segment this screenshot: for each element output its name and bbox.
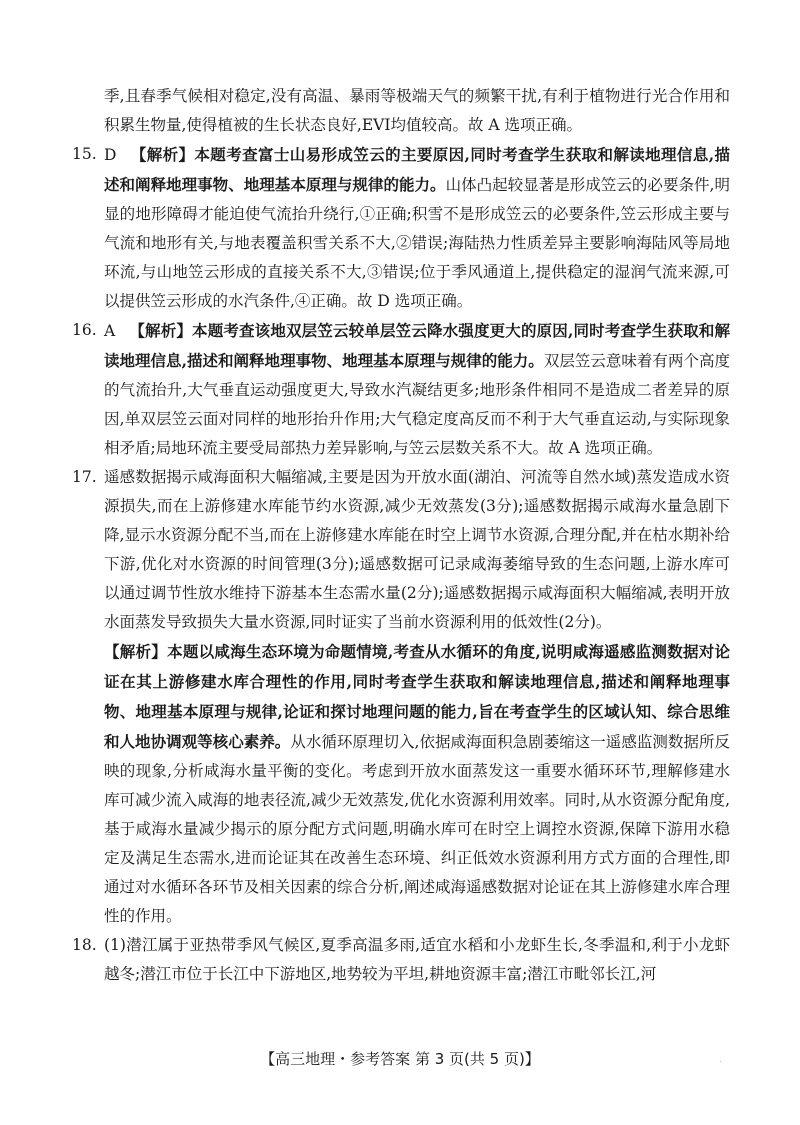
analysis-summary: 本题考查该地双层笠云较单层笠云降水强度更大的原因,同时考查学生获取和解读地理信息,描述和阐释地理事物、地理基本原理与规律的能力。	[104, 321, 730, 370]
page-footer: 【高三地理・参考答案 第 3 页(共 5 页)】	[260, 1050, 540, 1068]
answer-content	[72, 82, 730, 989]
question-number: 15.	[72, 145, 97, 163]
analysis-text: 从水循环原理切入,依据咸海面积急剧萎缩这一遥感监测数据所反映的现象,分析咸海水量平衡的变化。考虑到开放水面蒸发这一重要水循环环节,理解修建水库可减少流入咸海的地表径流,减少无效蒸发,优化水资源利用效率。同时,从水资源分配角度,基于咸海水量减少揭示的原分配方式问题,明确水库可在时空上调控水资源,保障下游用水稳定及满足生态需水,进而论证其在改善生态环境、纠正低效水资源利用方式方面的合理性,即通过对水循环各环节及相关因素的综合分析,阐述咸海遥感数据对论证在其上游修建水库合理性的作用。	[104, 733, 730, 925]
analysis-text: 山体凸起较显著是形成笠云的必要条件,明显的地形障碍才能迫使气流抬升绕行,①正确;积雪不是形成笠云的必要条件,笠云形成主要与气流和地形有关,与地表覆盖积雪关系不大,②错误;海陆热力性质差异主要影响海陆风等局地环流,与山地笠云形成的直接关系不大,③错误;位于季风通道上,提供稳定的湿润气流来源,可以提供笠云形成的水汽条件,④正确。故 D 选项正确。	[104, 176, 730, 310]
question-17-analysis	[72, 637, 730, 931]
continued-paragraph: 季,且春季气候相对稳定,没有高温、暴雨等极端天气的频繁干扰,有利于植物进行光合作用和积累生物量,使得植被的生长状态良好,EVI均值较高。故 A 选项正确。	[104, 87, 730, 134]
answer-letter: A	[104, 322, 116, 340]
question-16	[72, 316, 730, 463]
analysis-tag: 【解析】	[104, 642, 168, 661]
analysis-summary: 本题以咸海生态环境为命题情境,考查从水循环的角度,说明咸海遥感监测数据对论证在其上游修建水库合理性的作用,同时考查学生获取和解读地理信息,描述和阐释地理事物、地理基本原理与规律,论证和探讨地理问题的能力,旨在考查学生的区域认知、综合思维和人地协调观等核心素养。	[104, 642, 730, 751]
analysis-tag: 【解析】	[129, 321, 193, 340]
answer-text: 遥感数据揭示咸海面积大幅缩减,主要是因为开放水面(湖泊、河流等自然水域)蒸发造成水资源损失,而在上游修建水库能节约水资源,减少无效蒸发(3分);遥感数据揭示咸海水量急剧下降,显示水资源分配不当,而在上游修建水库能在时空上调节水资源,合理分配,并在枯水期补给下游,优化对水资源的时间管理(3分);遥感数据可记录咸海萎缩导致的生态问题,上游水库可以通过调节性放水维持下游基本生态需水量(2分);遥感数据揭示咸海面积大幅缩减,表明开放水面蒸发导致损失大量水资源,同时证实了当前水资源利用的低效性(2分)。	[104, 468, 730, 631]
footer-mark: .	[718, 1054, 722, 1065]
question-18	[72, 931, 730, 989]
answer-text: (1)潜江属于亚热带季风气候区,夏季高温多雨,适宜水稻和小龙虾生长,冬季温和,利于小龙虾越冬;潜江市位于长江中下游地区,地势较为平坦,耕地资源丰富;潜江市毗邻长江,河	[104, 936, 730, 983]
question-number: 16.	[72, 321, 97, 339]
question-number: 18.	[72, 936, 97, 954]
analysis-text: 双层笠云意味着有两个高度的气流抬升,大气垂直运动强度更大,导致水汽凝结更多;地形条件相同不是造成二者差异的原因,单双层笠云面对同样的地形抬升作用;大气稳定度高反而不利于大气垂直运动,与实际现象相矛盾;局地环流主要受局部热力差异影响,与笠云层数关系不大。故 A 选项正确。	[104, 352, 730, 457]
analysis-tag: 【解析】	[130, 145, 195, 164]
question-17	[72, 463, 730, 637]
question-15	[72, 140, 730, 316]
question-number: 17.	[72, 468, 97, 486]
analysis-summary: 本题考查富士山易形成笠云的主要原因,同时考查学生获取和解读地理信息,描述和阐释地理事物、地理基本原理与规律的能力。	[104, 145, 730, 194]
answer-letter: D	[104, 146, 117, 164]
